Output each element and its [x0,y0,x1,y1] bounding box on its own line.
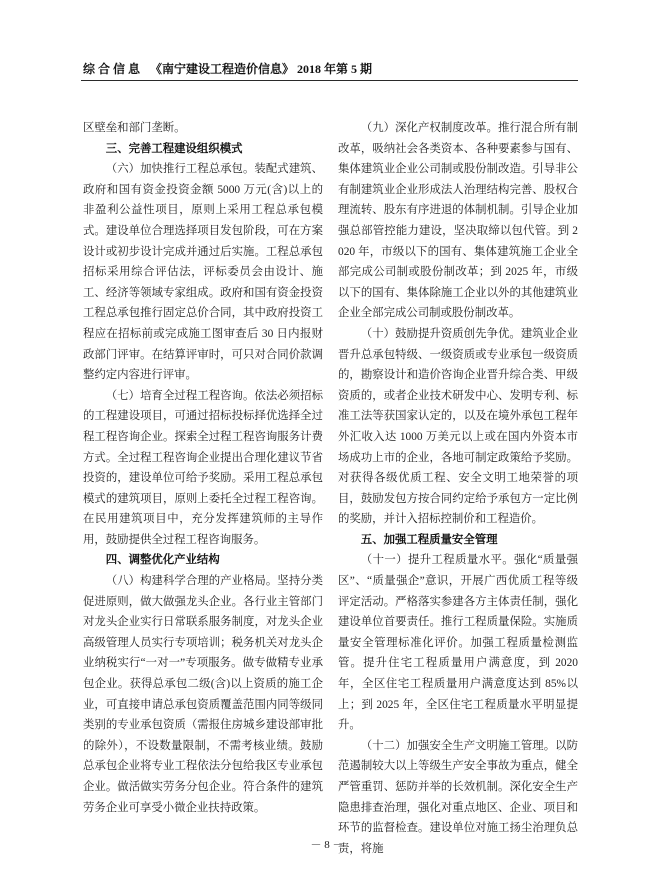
section-heading-5: 五、加强工程质量安全管理 [360,533,498,546]
paragraph-8: （八）构建科学合理的产业格局。坚持分类促进原则，做大做强龙头企业。各行业主管部门对龙头企业实行日常联系服务制度，对龙头企业高级管理人员实行专项培训；税务机关对龙头企业纳税实行“一对一”专项服务。做专做精专业承包企业。获得总承包二级(含)以上资质的施工企业，可直接申请总承包资质覆盖范围内同等级同类别的专业承包资质（需报住房城乡建设部审批的除外），不设数量限制，不需考核业绩。鼓励总承包企业将专业工程依法分包给我区专业承包企业。做活做实劳务分包企业。符合条件的建筑劳务企业可享受小微企业扶持政策。 [83,575,323,814]
right-column [338,118,578,859]
paragraph-7: （七）培育全过程工程咨询。依法必须招标的工程建设项目，可通过招标投标择优选择全过程工程咨询企业。探索全过程工程咨询服务计费方式。全过程工程咨询企业提出合理化建议节省投资的，建设单位可给予奖励。采用工程总承包模式的建筑项目，原则上委托全过程工程咨询。在民用建筑项目中，充分发挥建筑师的主导作用，鼓励提供全过程工程咨询服务。 [83,389,323,546]
page-header [83,62,578,77]
paragraph-10: （十）鼓励提升资质创先争优。建筑业企业晋升总承包特级、一级资质或专业承包一级资质的，勘察设计和造价咨询企业晋升综合类、甲级资质的，或者企业技术研发中心、发明专利、标准工法等获国家认定的，以及在境外承包工程年外汇收入达 1000 万美元以上或在国内外资本市场成功上市的企业，各地可制定政策给予奖励。对获得各级优质工程、安全文明工地荣誉的项目，鼓励发包方按合同约定给予承包方一定比例的奖励，并计入招标控制价和工程造价。 [338,327,578,526]
header-rule [81,80,578,81]
header-publication-title: 《南宁建设工程造价信息》 2018 年第 5 期 [150,62,373,76]
paragraph-11: （十一）提升工程质量水平。强化“质量强区”、“质量强企”意识，开展广西优质工程等级评定活动。严格落实参建各方主体责任制，强化建设单位首要责任。推行工程质量保险。实施质量安全管理标准化评价。加强工程质量检测监管。提升住宅工程质量用户满意度，到 2020 年，全区住宅工程质量用户满意度达到 85%以上；到 2025 年，全区住宅工程质量水平明显提升。 [338,554,578,732]
page-number: － 8 － [310,839,344,851]
section-heading-4: 四、调整优化产业结构 [105,554,220,567]
paragraph-9: （九）深化产权制度改革。推行混合所有制改革，吸纳社会各类资本、各种要素参与国有、集体建筑业企业公司制或股份制改造。引导非公有制建筑业企业形成法人治理结构完善、股权合理流转、股东有序进退的体制机制。引导企业加强总部管控能力建设，坚决取缔以包代管。到 2020 年，市级以下的国有、集体建筑施工企业全部完成公司制或股份制改革；到 2025 年，市级以下的国有、集体除施工企业以外的其他建筑业企业全部完成公司制或股份制改革。 [338,122,578,320]
paragraph-12: （十二）加强安全生产文明施工管理。以防范遏制较大以上等级生产安全事故为重点，健全严管重罚、惩防并举的长效机制。深化安全生产隐患排查治理，强化对重点地区、企业、项目和环节的监督检查。建设单位对施工扬尘治理负总责，将施 [338,739,578,855]
left-column [83,118,323,818]
header-section-label: 综 合 信 息 [83,62,141,76]
continued-paragraph: 区壁垒和部门垄断。 [83,122,186,134]
section-heading-3: 三、完善工程建设组织模式 [105,142,243,155]
paragraph-6: （六）加快推行工程总承包。装配式建筑、政府和国有资金投资金额 5000 万元(含)以上的非盈利公益性项目，原则上采用工程总承包模式。建设单位合理选择项目发包阶段，可在方案设计或初步设计完成并通过后实施。工程总承包招标采用综合评估法，评标委员会由设计、施工、经济等领域专家组成。政府和国有资金投资工程总承包推行固定总价合同，其中政府投资工程应在招标前或完成施工图审查后 30 日内报财政部门评审。在结算评审时，可只对合同价款调整约定内容进行评审。 [83,163,323,382]
